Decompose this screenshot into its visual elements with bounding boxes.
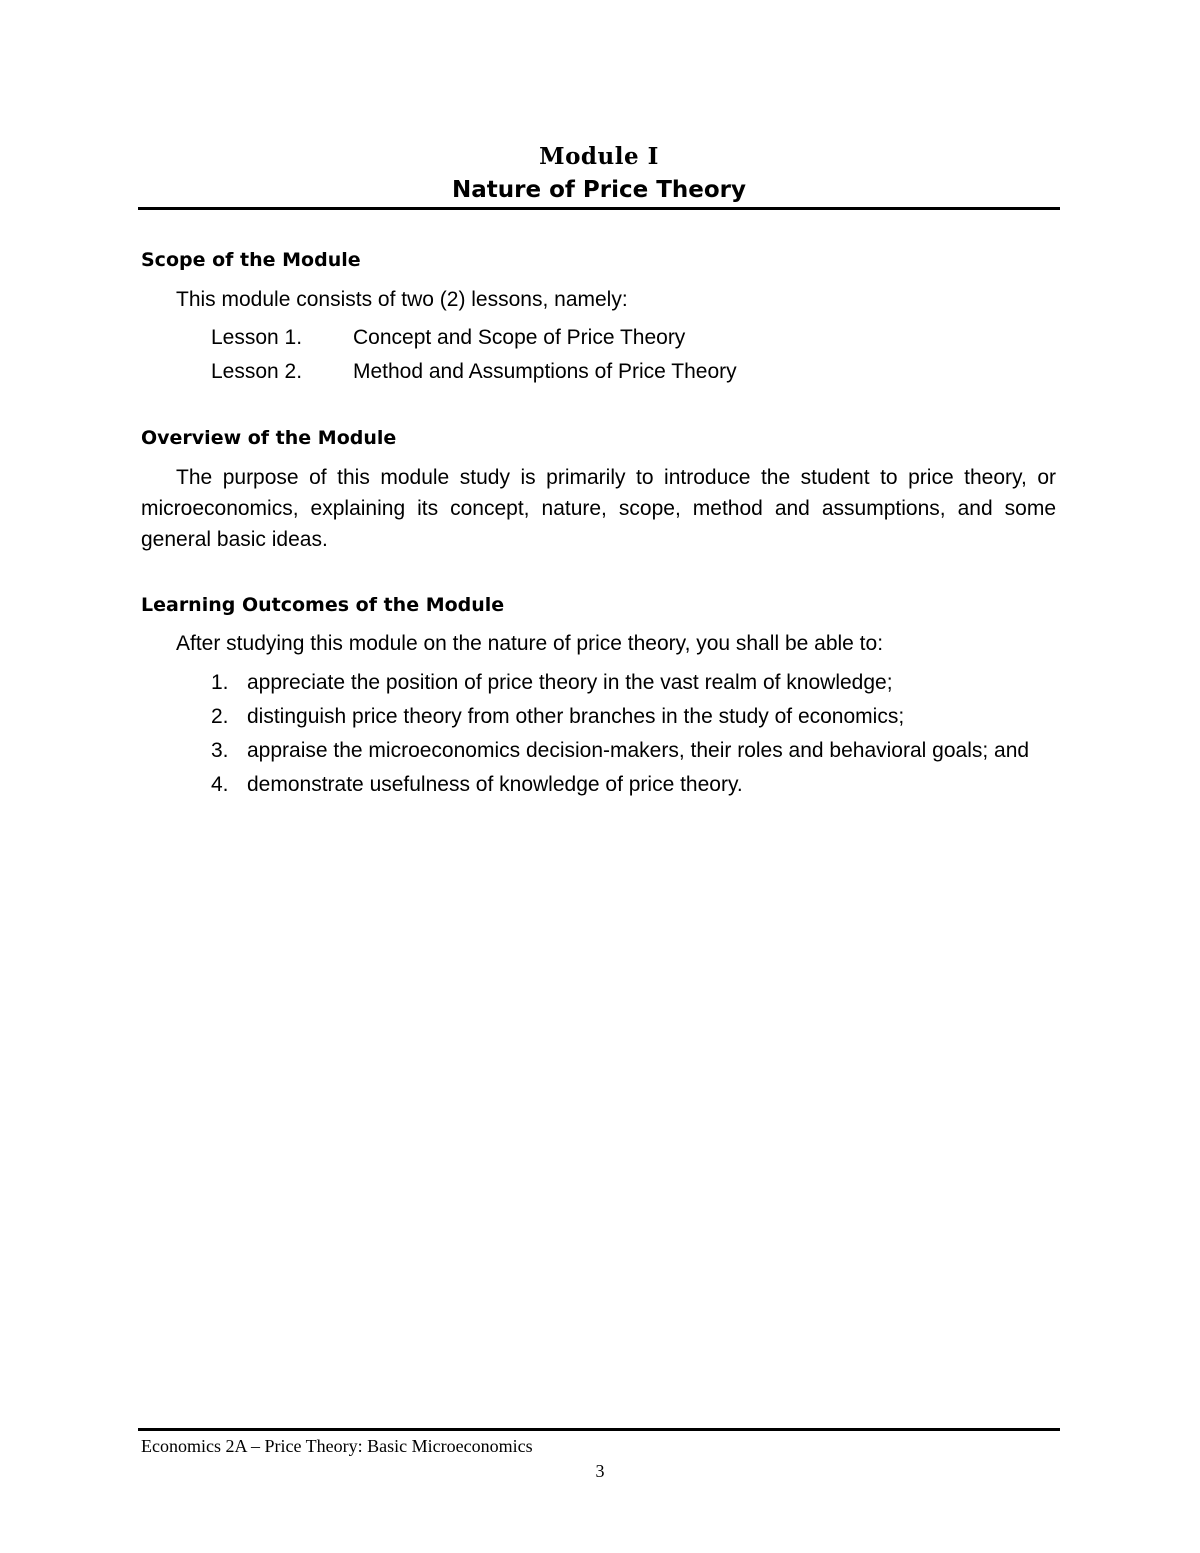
outcome-number: 2. [211,705,229,728]
title-block [138,140,1060,206]
outcome-item [211,701,1056,732]
outcome-text: distinguish price theory from other branches in the study of economics; [247,705,905,728]
outcomes-heading: Learning Outcomes of the Module [141,594,505,616]
footer-course-title: Economics 2A – Price Theory: Basic Microeconomics [141,1436,533,1456]
outcome-text: appreciate the position of price theory in the vast realm of knowledge; [247,671,893,694]
outcome-number: 3. [211,739,229,762]
outcome-number: 1. [211,671,229,694]
outcomes-intro: After studying this module on the nature of price theory, you shall be able to: [176,632,884,655]
lesson-item [211,321,685,355]
outcome-text: appraise the microeconomics decision-makers, their roles and behavioral goals; and [247,739,1030,762]
outcome-item [211,667,1056,698]
outcome-item [211,769,1056,800]
module-title: Nature of Price Theory [451,177,747,203]
overview-heading: Overview of the Module [141,427,397,449]
lesson-title: Concept and Scope of Price Theory [353,326,686,349]
lesson-item [211,355,737,389]
footer-rule [138,1428,1060,1431]
outcome-text: demonstrate usefulness of knowledge of price theory. [247,773,743,796]
outcome-number: 4. [211,773,229,796]
title-rule [138,207,1060,210]
lesson-number: Lesson 2. [211,360,303,383]
outcome-item [211,735,1056,766]
outcomes-list [211,667,1056,803]
overview-paragraph: The purpose of this module study is primarily to introduce the student to price theory, or microeconomics, explaining its concept, nature, scope, method and assumptions, and some general basic ideas. [141,466,1056,551]
page-number: 3 [595,1461,605,1481]
module-number: Module I [539,143,659,170]
scope-intro: This module consists of two (2) lessons, namely: [176,288,628,311]
lesson-number: Lesson 1. [211,326,303,349]
scope-heading: Scope of the Module [141,249,361,271]
lesson-title: Method and Assumptions of Price Theory [353,360,737,383]
